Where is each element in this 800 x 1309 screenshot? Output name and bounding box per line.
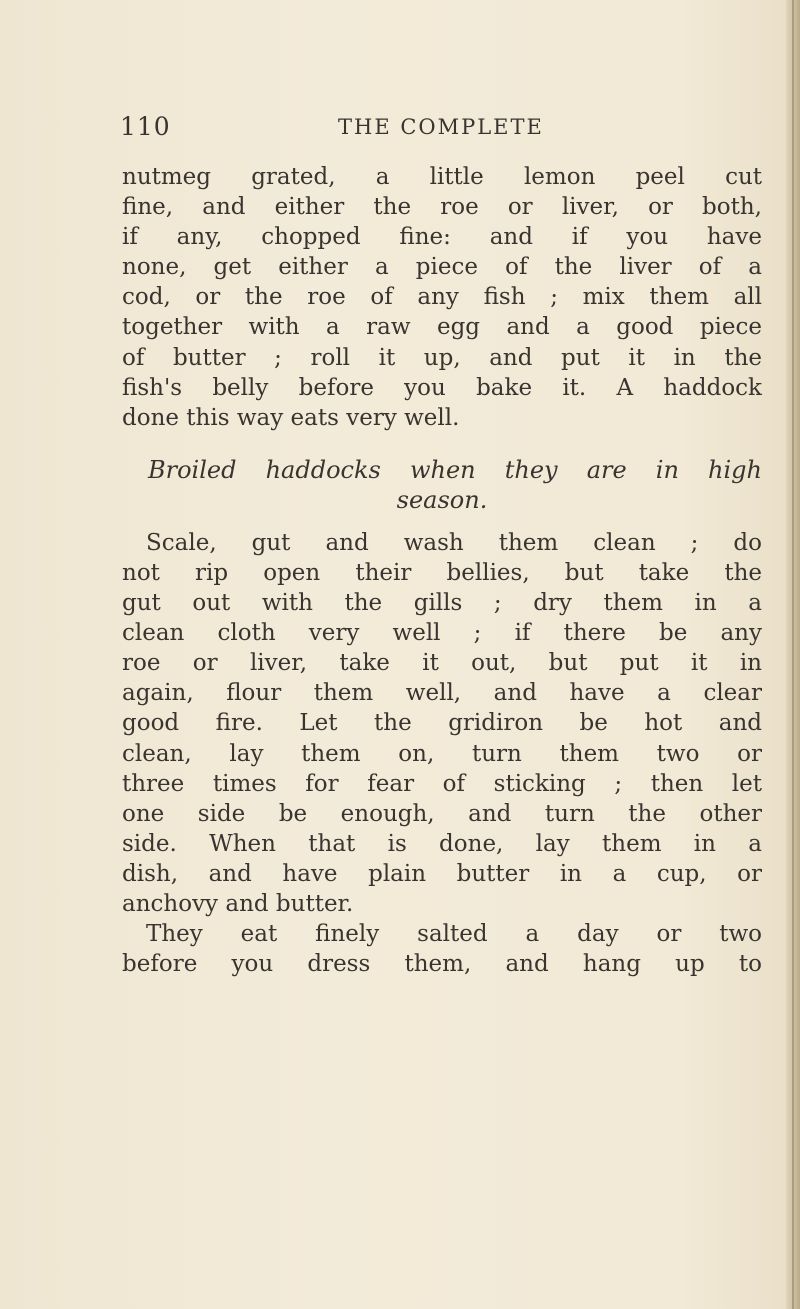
text-line: one side be enough, and turn the other [122, 800, 762, 827]
text-line: fine, and either the roe or liver, or both, [122, 194, 762, 221]
text-line: anchovy and butter. [122, 890, 354, 917]
text-line: three times for fear of sticking ; then let [122, 770, 762, 797]
text-line: gut out with the gills ; dry them in a [122, 590, 762, 617]
running-head: THE COMPLETE [338, 115, 544, 139]
page-edge-line [792, 0, 794, 1309]
page-header [120, 112, 760, 142]
text-line: again, flour them well, and have a clear [122, 680, 762, 707]
text-line: clean cloth very well ; if there be any [122, 620, 762, 647]
text-line: side. When that is done, lay them in a [122, 830, 762, 857]
text-line: cod, or the roe of any fish ; mix them all [122, 284, 762, 311]
text-line: good fire. Let the gridiron be hot and [122, 710, 762, 737]
text-line: if any, chopped fine: and if you have [122, 224, 762, 251]
text-line: They eat finely salted a day or two [146, 921, 762, 948]
text-line: before you dress them, and hang up to [122, 951, 762, 978]
page-number: 110 [120, 112, 171, 141]
text-line: fish's belly before you bake it. A haddock [122, 374, 762, 401]
text-line: dish, and have plain butter in a cup, or [122, 860, 762, 887]
recipe-title [122, 433, 762, 514]
recipe-title-line: Broiled haddocks when they are in high [148, 455, 762, 484]
text-line: roe or liver, take it out, but put it in [122, 650, 762, 677]
paragraph-2 [122, 528, 762, 919]
recipe-title-line: season. [396, 485, 488, 514]
text-line: together with a raw egg and a good piece [122, 314, 762, 341]
text-line: none, get either a piece of the liver of a [122, 254, 762, 281]
text-line: Scale, gut and wash them clean ; do [146, 529, 762, 556]
page-body [122, 162, 762, 979]
paragraph-3 [122, 919, 762, 979]
text-line: of butter ; roll it up, and put it in the [122, 344, 762, 371]
text-line: not rip open their bellies, but take the [122, 559, 762, 586]
paragraph-1 [122, 162, 762, 433]
text-line: clean, lay them on, turn them two or [122, 740, 762, 767]
text-line: nutmeg grated, a little lemon peel cut [122, 164, 762, 190]
text-line: done this way eats very well. [122, 404, 460, 431]
